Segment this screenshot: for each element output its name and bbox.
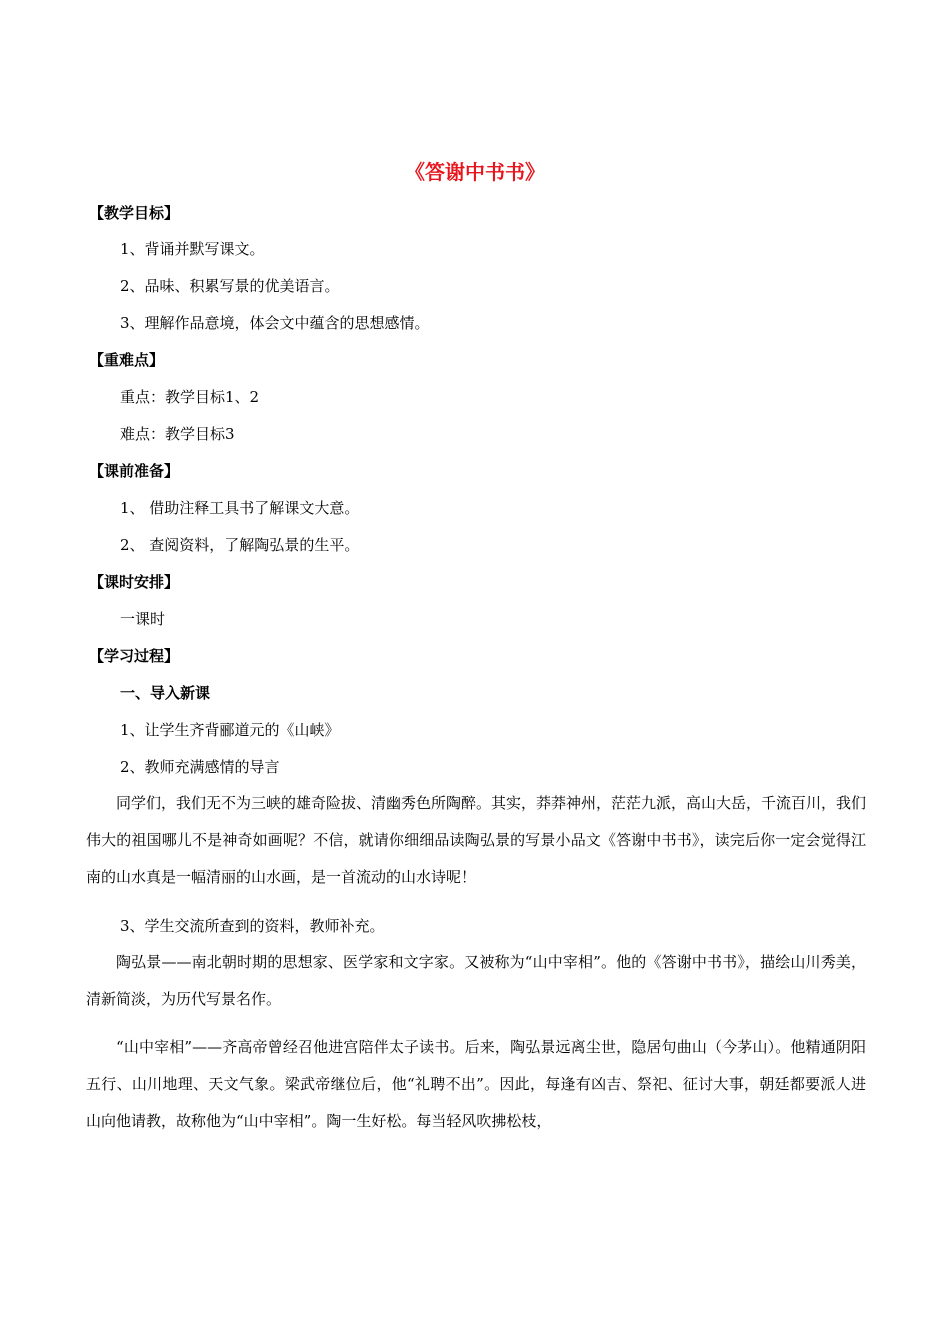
- objective-item: 1、背诵并默写课文。: [120, 240, 265, 258]
- preparation-item: 2、 查阅资料，了解陶弘景的生平。: [120, 536, 360, 554]
- minister-paragraph: “山中宰相”——齐高帝曾经召他进宫陪伴太子读书。后来，陶弘景远离尘世，隐居句曲山（今茅山）。他精通阴阳五行、山川地理、天文气象。梁武帝继位后，他“礼聘不出”。因此，每逢有凶吉、祭祀、征讨大事，朝廷都要派人进山向他请教，故称他为“山中宰相”。陶一生好松。每当轻风吹拂松枝，: [86, 1038, 866, 1130]
- schedule-item: 一课时: [120, 610, 166, 628]
- section-heading-process: 【学习过程】: [89, 647, 180, 665]
- process-item: 1、让学生齐背郦道元的《山峡》: [120, 721, 340, 739]
- section-heading-schedule: 【课时安排】: [89, 573, 180, 591]
- objective-item: 3、理解作品意境，体会文中蕴含的思想感情。: [120, 314, 430, 332]
- section-heading-key-points: 【重难点】: [89, 351, 165, 369]
- key-point-item: 重点：教学目标1、2: [120, 388, 260, 406]
- objective-item: 2、品味、积累写景的优美语言。: [120, 277, 340, 295]
- section-heading-preparation: 【课前准备】: [89, 462, 180, 480]
- process-subheading: 一、导入新课: [120, 684, 211, 702]
- key-point-item: 难点：教学目标3: [120, 425, 235, 443]
- section-heading-objectives: 【教学目标】: [89, 204, 180, 222]
- preparation-item: 1、 借助注释工具书了解课文大意。: [120, 499, 360, 517]
- intro-paragraph: 同学们，我们无不为三峡的雄奇险拔、清幽秀色所陶醉。其实，莽莽神州，茫茫九派，高山大岳，千流百川，我们伟大的祖国哪儿不是神奇如画呢？不信，就请你细细品读陶弘景的写景小品文《答谢中书书》，读完后你一定会觉得江南的山水真是一幅清丽的山水画，是一首流动的山水诗呢！: [86, 794, 867, 886]
- document-title: 《答谢中书书》: [405, 160, 545, 184]
- process-item: 3、学生交流所查到的资料，教师补充。: [120, 917, 385, 935]
- bio-paragraph: 陶弘景——南北朝时期的思想家、医学家和文字家。又被称为“山中宰相”。他的《答谢中书书》，描绘山川秀美，清新简淡，为历代写景名作。: [86, 953, 866, 1008]
- process-item: 2、教师充满感情的导言: [120, 758, 280, 776]
